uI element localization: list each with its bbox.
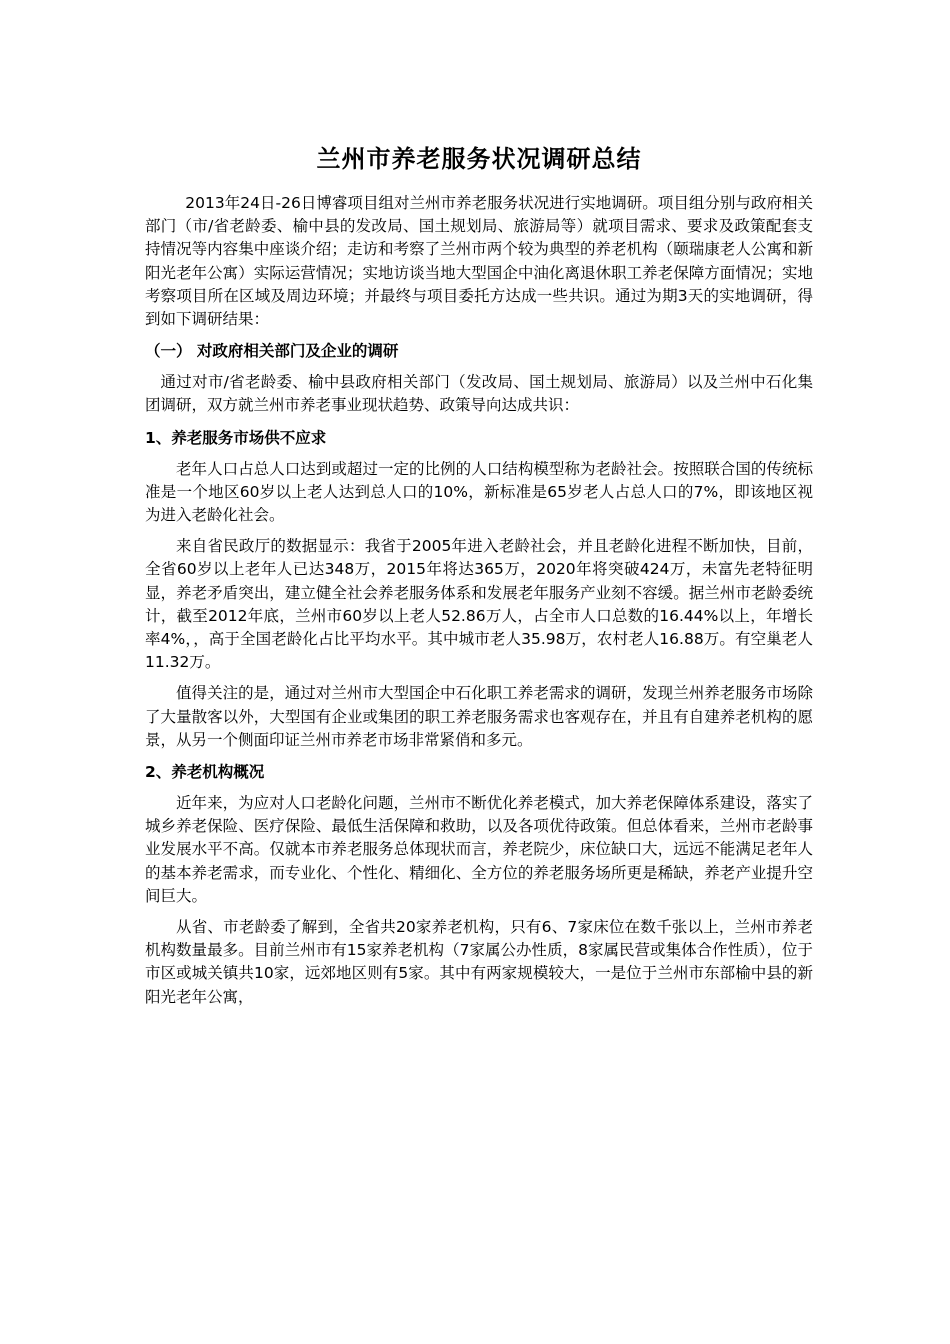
subheading-market-demand: 1、养老服务市场供不应求 — [145, 428, 327, 447]
paragraph-population-statistics: 来自省民政厅的数据显示：我省于2005年进入老龄社会，并且老龄化进程不断加快，目前，全省60岁以上老年人已达348万，2015年将达365万，2020年将突破424万，未富先老特征明显，养老矛盾突出，建立健全社会养老服务体系和发展老年服务产业刻不容缓。据兰州市老龄委统计，截至2012年底，兰州市60岁以上老人52.86万人，占全市人口总数的16.44%以上，年增长率4%，，高于全国老龄化占比平均水平。其中城市老人35.98万，农村老人16.88万。有空巢老人11.32万。 — [145, 537, 813, 672]
section-intro-paragraph: 通过对市/省老龄委、榆中县政府相关部门（发改局、国土规划局、旅游局）以及兰州中石化集团调研，双方就兰州市养老事业现状趋势、政策导向达成共识： — [145, 373, 813, 415]
paragraph-spacer — [145, 674, 813, 682]
paragraph-enterprise-demand: 值得关注的是，通过对兰州市大型国企中石化职工养老需求的调研，发现兰州养老服务市场除了大量散客以外，大型国有企业或集团的职工养老服务需求也客观存在，并且有自建养老机构的愿景，从另一个侧面印证兰州市养老市场非常紧俏和多元。 — [145, 684, 813, 749]
paragraph-institution-count: 从省、市老龄委了解到，全省共20家养老机构，只有6、7家床位在数千张以上，兰州市养老机构数量最多。目前兰州市有15家养老机构（7家属公办性质，8家属民营或集体合作性质），位于市区或城关镇共10家，远郊地区则有5家。其中有两家规模较大，一是位于兰州市东部榆中县的新阳光老年公寓， — [145, 918, 813, 1006]
section-heading-government: （一） 对政府相关部门及企业的调研 — [145, 342, 399, 361]
subheading-institution-overview: 2、养老机构概况 — [145, 763, 265, 782]
document-body — [145, 142, 813, 1009]
paragraph-spacer — [145, 527, 813, 535]
intro-paragraph: 2013年24日-26日博睿项目组对兰州市养老服务状况进行实地调研。项目组分别与政府相关部门（市/省老龄委、榆中县的发改局、国土规划局、旅游局等）就项目需求、要求及政策配套支持情况等内容集中座谈介绍；走访和考察了兰州市两个较为典型的养老机构（颐瑞康老人公寓和新阳光老年公寓）实际运营情况；实地访谈当地大型国企中油化离退休职工养老保障方面情况；实地考察项目所在区域及周边环境；并最终与项目委托方达成一些共识。通过为期3天的实地调研，得到如下调研结果： — [145, 194, 813, 329]
paragraph-spacer — [145, 908, 813, 916]
paragraph-policy-overview: 近年来，为应对人口老龄化问题，兰州市不断优化养老模式，加大养老保障体系建设，落实了城乡养老保险、医疗保险、最低生活保障和救助，以及各项优待政策。但总体看来，兰州市老龄事业发展水平不高。仅就本市养老服务总体现状而言，养老院少，床位缺口大，远远不能满足老年人的基本养老需求，而专业化、个性化、精细化、全方位的养老服务场所更是稀缺，养老产业提升空间巨大。 — [145, 794, 813, 905]
paragraph-aging-definition: 老年人口占总人口达到或超过一定的比例的人口结构模型称为老龄社会。按照联合国的传统标准是一个地区60岁以上老人达到总人口的10%，新标准是65岁老人占总人口的7%，即该地区视为进入老龄化社会。 — [145, 459, 813, 525]
document-title: 兰州市养老服务状况调研总结 — [316, 145, 642, 173]
